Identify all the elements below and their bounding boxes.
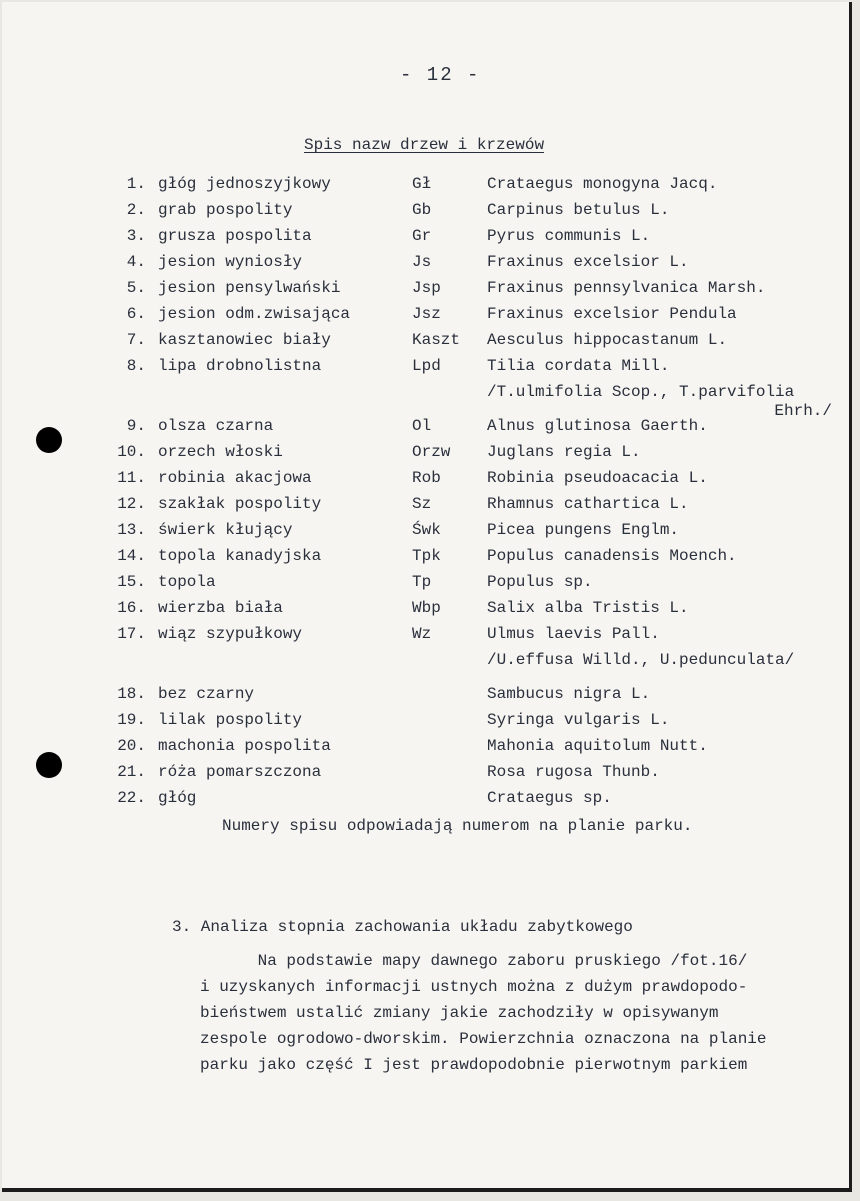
abbreviation: Orzw: [412, 443, 451, 461]
polish-name: świerk kłujący: [158, 521, 293, 539]
latin-name: Crataegus monogyna Jacq.: [487, 175, 718, 193]
latin-name: Syringa vulgaris L.: [487, 711, 670, 729]
polish-name: topola: [158, 573, 216, 591]
abbreviation: Kaszt: [412, 331, 461, 349]
abbreviation: Tp: [412, 573, 432, 591]
latin-name: Crataegus sp.: [487, 789, 612, 807]
latin-name: Pyrus communis L.: [487, 227, 651, 245]
polish-name: róża pomarszczona: [158, 763, 322, 781]
polish-name: głóg: [158, 789, 197, 807]
abbreviation: Gb: [412, 201, 432, 219]
polish-name: wierzba biała: [158, 599, 283, 617]
punch-hole-upper: [36, 427, 62, 453]
paragraph-line: bieństwem ustalić zmiany jakie zachodziły w opisywanym: [200, 1004, 719, 1022]
row-number: 15.: [117, 573, 146, 591]
row-number: 22.: [117, 789, 146, 807]
polish-name: kasztanowiec biały: [158, 331, 331, 349]
abbreviation: Ol: [412, 417, 432, 435]
abbreviation: Jsz: [412, 305, 441, 323]
latin-name: Alnus glutinosa Gaerth.: [487, 417, 708, 435]
latin-name: Salix alba Tristis L.: [487, 599, 689, 617]
abbreviation: Śwk: [412, 521, 441, 539]
polish-name: wiąz szypułkowy: [158, 625, 303, 643]
polish-name: jesion odm.zwisająca: [158, 305, 351, 323]
latin-name: Rhamnus cathartica L.: [487, 495, 689, 513]
row-number: 20.: [117, 737, 146, 755]
latin-name: Carpinus betulus L.: [487, 201, 670, 219]
latin-name: Rosa rugosa Thunb.: [487, 763, 660, 781]
abbreviation: Rob: [412, 469, 441, 487]
latin-synonyms: /T.ulmifolia Scop., T.parvifolia: [487, 383, 795, 401]
abbreviation: Lpd: [412, 357, 441, 375]
latin-name: Ulmus laevis Pall.: [487, 625, 660, 643]
polish-name: orzech włoski: [158, 443, 283, 461]
row-number: 18.: [117, 685, 146, 703]
polish-name: grab pospolity: [158, 201, 293, 219]
latin-name: Populus sp.: [487, 573, 593, 591]
row-number: 8.: [126, 357, 146, 375]
latin-synonyms: /U.effusa Willd., U.pedunculata/: [487, 651, 795, 669]
row-number: 7.: [126, 331, 146, 349]
abbreviation: Gr: [412, 227, 432, 245]
latin-name: Fraxinus pennsylvanica Marsh.: [487, 279, 766, 297]
row-number: 13.: [117, 521, 146, 539]
polish-name: machonia pospolita: [158, 737, 331, 755]
document-page: [2, 2, 852, 1192]
latin-name: Juglans regia L.: [487, 443, 641, 461]
polish-name: topola kanadyjska: [158, 547, 322, 565]
polish-name: jesion wyniosły: [158, 253, 303, 271]
polish-name: szakłak pospolity: [158, 495, 322, 513]
abbreviation: Jsp: [412, 279, 441, 297]
abbreviation: Gł: [412, 175, 432, 193]
row-number: 5.: [126, 279, 146, 297]
latin-name: Fraxinus excelsior L.: [487, 253, 689, 271]
paragraph-line: i uzyskanych informacji ustnych można z dużym prawdopodo-: [200, 978, 748, 996]
latin-name: Picea pungens Englm.: [487, 521, 680, 539]
abbreviation: Wbp: [412, 599, 441, 617]
polish-name: lilak pospolity: [158, 711, 303, 729]
row-number: 6.: [126, 305, 146, 323]
row-number: 2.: [126, 201, 146, 219]
latin-name: Robinia pseudoacacia L.: [487, 469, 708, 487]
row-number: 17.: [117, 625, 146, 643]
abbreviation: Tpk: [412, 547, 441, 565]
paragraph-line: zespole ogrodowo-dworskim. Powierzchnia oznaczona na planie: [200, 1030, 767, 1048]
latin-name: Fraxinus excelsior Pendula: [487, 305, 737, 323]
row-number: 1.: [126, 175, 146, 193]
row-number: 11.: [117, 469, 146, 487]
polish-name: jesion pensylwański: [158, 279, 341, 297]
page-number: - 12 -: [400, 64, 481, 86]
paragraph-line: Na podstawie mapy dawnego zaboru pruskiego /fot.16/: [200, 952, 748, 970]
row-number: 14.: [117, 547, 146, 565]
abbreviation: Js: [412, 253, 432, 271]
row-number: 12.: [117, 495, 146, 513]
table-note: Numery spisu odpowiadają numerom na planie parku.: [222, 817, 693, 835]
row-number: 9.: [126, 417, 146, 435]
row-number: 10.: [117, 443, 146, 461]
polish-name: lipa drobnolistna: [158, 357, 322, 375]
polish-name: olsza czarna: [158, 417, 274, 435]
abbreviation: Wz: [412, 625, 432, 643]
latin-name: Sambucus nigra L.: [487, 685, 651, 703]
latin-name: Aesculus hippocastanum L.: [487, 331, 728, 349]
polish-name: grusza pospolita: [158, 227, 312, 245]
list-title: Spis nazw drzew i krzewów: [304, 136, 545, 154]
polish-name: robinia akacjowa: [158, 469, 312, 487]
section-heading: 3. Analiza stopnia zachowania układu zabytkowego: [172, 918, 633, 936]
abbreviation: Sz: [412, 495, 432, 513]
latin-synonyms-end: Ehrh./: [774, 402, 832, 420]
latin-name: Mahonia aquitolum Nutt.: [487, 737, 708, 755]
row-number: 21.: [117, 763, 146, 781]
row-number: 4.: [126, 253, 146, 271]
polish-name: bez czarny: [158, 685, 255, 703]
polish-name: głóg jednoszyjkowy: [158, 175, 331, 193]
row-number: 3.: [126, 227, 146, 245]
latin-name: Populus canadensis Moench.: [487, 547, 737, 565]
punch-hole-lower: [36, 752, 62, 778]
row-number: 16.: [117, 599, 146, 617]
paragraph-line: parku jako część I jest prawdopodobnie pierwotnym parkiem: [200, 1056, 748, 1074]
latin-name: Tilia cordata Mill.: [487, 357, 670, 375]
row-number: 19.: [117, 711, 146, 729]
